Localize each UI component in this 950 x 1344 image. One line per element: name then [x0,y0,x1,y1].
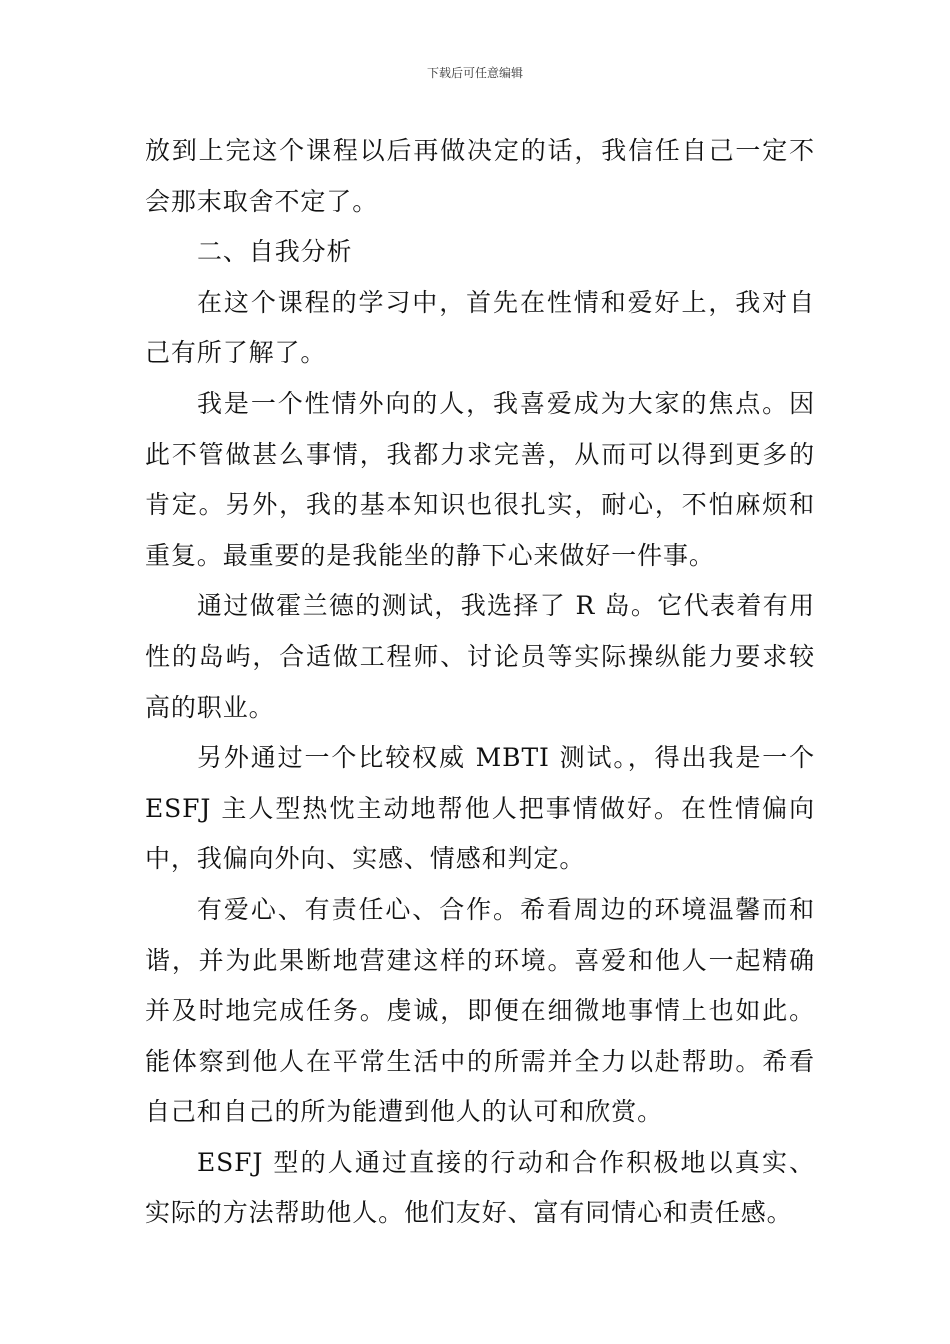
header-note: 下载后可任意编辑 [426,66,523,80]
paragraph: 放到上完这个课程以后再做决定的话，我信任自己一定不会那末取舍不定了。 [145,136,815,216]
paragraph: ESFJ 型的人通过直接的行动和合作积极地以真实、实际的方法帮助他人。他们友好、富有同情心和责任感。 [145,1147,815,1228]
paragraph: 另外通过一个比较权威 MBTI 测试。，得出我是一个 ESFJ 主人型热忱主动地帮他人把事情做好。在性情偏向中，我偏向外向、实感、情感和判定。 [145,743,815,874]
section-heading: 二、自我分析 [197,237,353,267]
document-body [145,126,815,1239]
paragraph: 在这个课程的学习中，首先在性情和爱好上，我对自己有所了解了。 [145,287,815,368]
paragraph: 我是一个性情外向的人，我喜爱成为大家的焦点。因此不管做甚么事情，我都力求完善，从而可以得到更多的肯定。另外，我的基本知识也很扎实，耐心，不怕麻烦和重复。最重要的是我能坐的静下心来做好一件事。 [145,388,815,570]
paragraph: 有爱心、有责任心、合作。希看周边的环境温馨而和谐，并为此果断地营建这样的环境。喜爱和他人一起精确并及时地完成任务。虔诚，即便在细微地事情上也如此。能体察到他人在平常生活中的所需并全力以赴帮助。希看自己和自己的所为能遭到他人的认可和欣赏。 [145,894,815,1127]
paragraph: 通过做霍兰德的测试，我选择了 R 岛。它代表着有用性的岛屿，合适做工程师、讨论员等实际操纵能力要求较高的职业。 [145,591,815,722]
